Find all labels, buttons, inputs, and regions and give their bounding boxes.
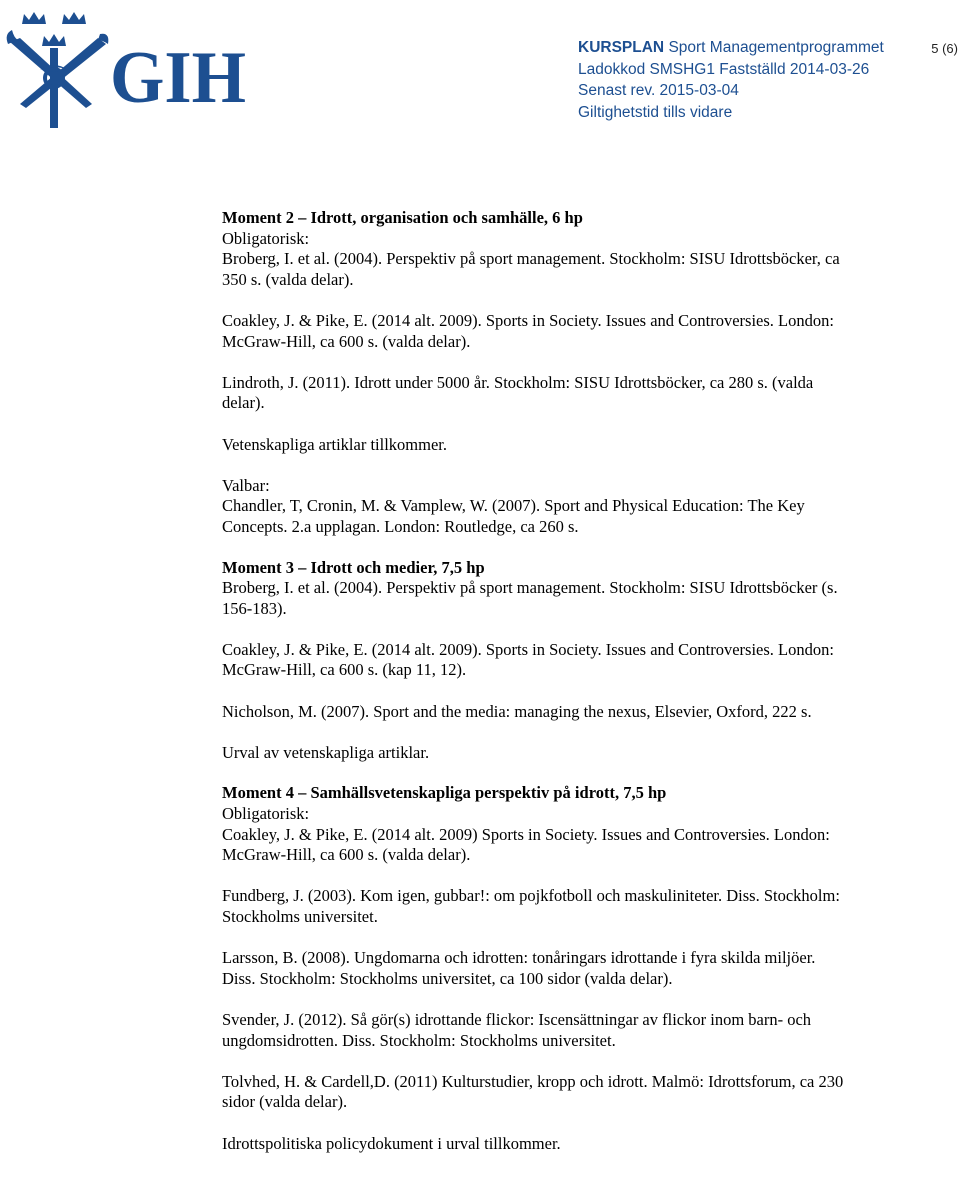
reference-entry — [222, 311, 912, 352]
crown-icon — [42, 34, 66, 46]
text-line: Valbar: — [222, 475, 270, 495]
text-line: McGraw-Hill, ca 600 s. (valda delar). — [222, 845, 471, 865]
text-line: Chandler, T, Cronin, M. & Vamplew, W. (2007). Sport and Physical Education: The Key — [222, 496, 805, 516]
reference-entry — [222, 886, 912, 927]
text-line: Obligatorisk: — [222, 228, 310, 248]
program-name: Sport Managementprogrammet — [668, 39, 884, 56]
reference-entry — [222, 702, 912, 723]
text-line: Urval av vetenskapliga artiklar. — [222, 742, 430, 762]
text-line: Fundberg, J. (2003). Kom igen, gubbar!: om pojkfotboll och maskuliniteter. Diss. Stockholm: — [222, 886, 840, 906]
text-line: McGraw-Hill, ca 600 s. (kap 11, 12). — [222, 660, 467, 680]
header-line-2: Ladokkod SMSHG1 Fastställd 2014-03-26 — [578, 60, 870, 78]
text-line: ungdomsidrotten. Diss. Stockholm: Stockholms universitet. — [222, 1030, 616, 1050]
text-line: McGraw-Hill, ca 600 s. (valda delar). — [222, 331, 471, 351]
document-body — [222, 208, 912, 1154]
text-line: Larsson, B. (2008). Ungdomarna och idrotten: tonåringars idrottande i fyra skilda miljöer. — [222, 948, 816, 968]
text-line: Obligatorisk: — [222, 804, 310, 824]
header-line-1 — [578, 37, 958, 59]
text-line: Tolvhed, H. & Cardell,D. (2011) Kulturstudier, kropp och idrott. Malmö: Idrottsforum, ca 230 — [222, 1071, 844, 1091]
text-line: Nicholson, M. (2007). Sport and the media: managing the nexus, Elsevier, Oxford, 222 s. — [222, 701, 812, 721]
moment-section — [222, 783, 912, 1154]
text-line: Concepts. 2.a upplagan. London: Routledge, ca 260 s. — [222, 516, 579, 536]
reference-entry — [222, 948, 912, 989]
text-line: Coakley, J. & Pike, E. (2014 alt. 2009) Sports in Society. Issues and Controversies. London: — [222, 824, 830, 844]
reference-entry — [222, 476, 912, 538]
text-line: Broberg, I. et al. (2004). Perspektiv på sport management. Stockholm: SISU Idrottsböcker (s. — [222, 578, 838, 598]
reference-entry — [222, 373, 912, 414]
header-line-3: Senast rev. 2015-03-04 — [578, 82, 739, 99]
moment-section — [222, 558, 912, 764]
text-line: sidor (valda delar). — [222, 1092, 348, 1112]
logo-text: GIH — [110, 37, 246, 119]
section-heading: Moment 3 – Idrott och medier, 7,5 hp — [222, 557, 485, 577]
text-line: delar). — [222, 393, 265, 413]
crown-icon — [22, 12, 46, 24]
document-header — [578, 37, 958, 123]
page-number: 5 (6) — [931, 41, 958, 56]
text-line: Svender, J. (2012). Så gör(s) idrottande flickor: Iscensättningar av flickor inom barn- och — [222, 1009, 812, 1029]
text-line: Lindroth, J. (2011). Idrott under 5000 år. Stockholm: SISU Idrottsböcker, ca 280 s. (valda — [222, 372, 814, 392]
reference-entry — [222, 640, 912, 681]
crown-icon — [62, 12, 86, 24]
reference-entry — [222, 435, 912, 456]
section-heading: Moment 2 – Idrott, organisation och samhälle, 6 hp — [222, 208, 583, 227]
text-line: Vetenskapliga artiklar tillkommer. — [222, 434, 447, 454]
reference-entry — [222, 578, 912, 619]
text-line: 350 s. (valda delar). — [222, 269, 354, 289]
reference-entry — [222, 804, 912, 866]
reference-entry — [222, 743, 912, 764]
section-heading: Moment 4 – Samhällsvetenskapliga perspektiv på idrott, 7,5 hp — [222, 783, 667, 803]
text-line: Stockholms universitet. — [222, 907, 378, 926]
header-line-4: Giltighetstid tills vidare — [578, 103, 733, 121]
reference-entry — [222, 229, 912, 291]
text-line: Coakley, J. & Pike, E. (2014 alt. 2009). Sports in Society. Issues and Controversies. London: — [222, 310, 834, 330]
moment-section — [222, 208, 912, 538]
text-line: Coakley, J. & Pike, E. (2014 alt. 2009). Sports in Society. Issues and Controversies. London: — [222, 639, 834, 659]
reference-entry — [222, 1134, 912, 1155]
text-line: 156-183). — [222, 598, 287, 618]
text-line: Diss. Stockholm: Stockholms universitet, ca 100 sidor (valda delar). — [222, 968, 673, 988]
reference-entry — [222, 1010, 912, 1051]
text-line: Idrottspolitiska policydokument i urval tillkommer. — [222, 1133, 561, 1153]
text-line: Broberg, I. et al. (2004). Perspektiv på sport management. Stockholm: SISU Idrottsböcker, ca — [222, 249, 840, 269]
reference-entry — [222, 1072, 912, 1113]
doc-type: KURSPLAN — [578, 39, 665, 56]
gih-logo — [2, 4, 252, 132]
